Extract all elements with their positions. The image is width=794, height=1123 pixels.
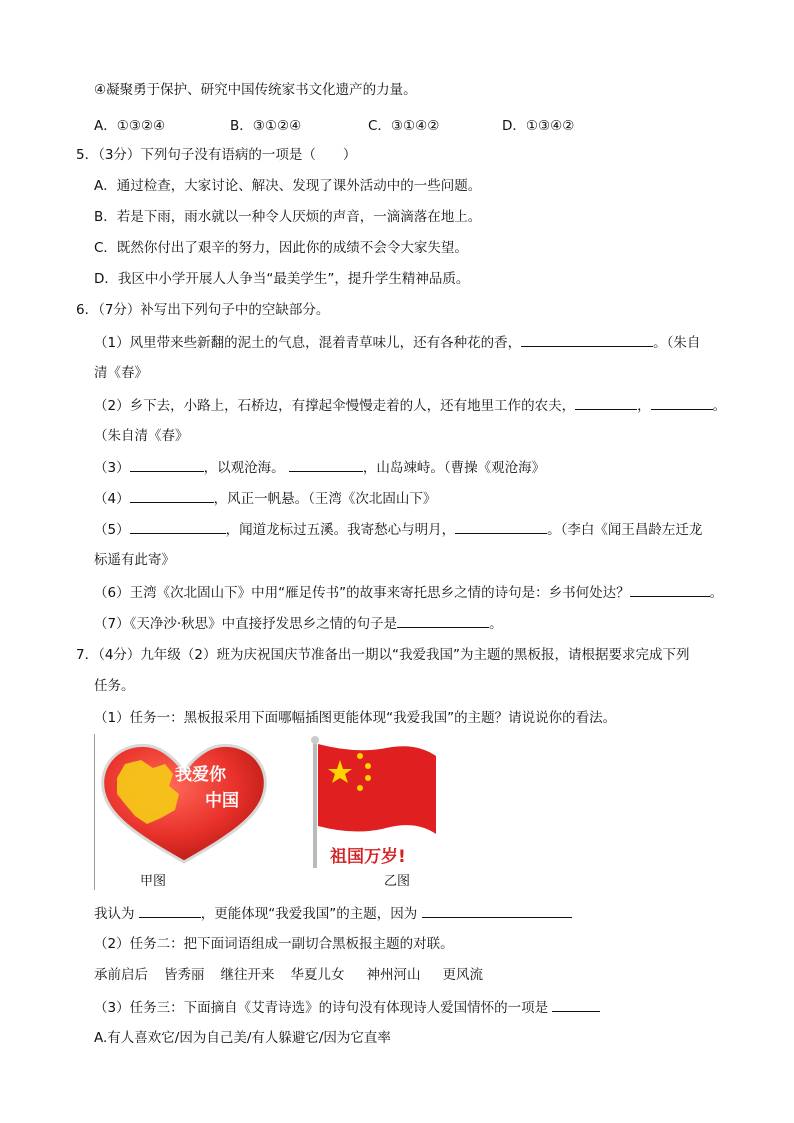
q7-task1: （1）任务一：黑板报采用下面哪幅插图更能体现“我爱我国”的主题？请说说你的看法。 [94,710,617,726]
q4-option-c: C．③①④② [368,118,440,134]
answer-blank[interactable] [455,519,547,534]
answer-blank[interactable] [130,488,214,503]
red-flag-icon [306,734,446,870]
flag-text: 祖国万岁! [330,847,406,867]
word-item: 承前启后 [94,967,148,983]
answer-blank[interactable] [575,395,637,410]
answer-blank[interactable] [289,457,363,472]
word-item: 华夏儿女 [290,967,345,983]
q7-stem: 7．（4分）九年级（2）班为庆祝国庆节准备出一期以“我爱我国”为主题的黑板报，请根据要求完成下列 [76,647,690,663]
q7-stem-cont: 任务。 [94,678,135,694]
q4-option-d: D．①③④② [502,118,575,134]
image-heart [94,734,273,890]
answer-blank[interactable] [630,582,710,597]
heart-china-map-icon [95,734,273,890]
word-item: 继往开来 [220,967,275,983]
q5-stem: 5．（3分）下列句子没有语病的一项是（ ） [76,147,357,163]
heart-text-2: 中国 [205,791,239,811]
q6-sentence-5-cont: 标遥有此寄》 [94,552,175,568]
answer-blank[interactable] [521,332,653,347]
heart-text-1: 我爱你 [175,765,226,785]
q6-sentence-1: （1）风里带来些新翻的泥土的气息，混着青草味儿，还有各种花的香， 。（朱自 [94,332,700,353]
q4-item4: ④凝聚勇于保护、研究中国传统家书文化遗产的力量。 [94,82,417,98]
q6-sentence-2-cont: （朱自清《春》 [94,428,189,444]
answer-blank[interactable] [552,997,600,1012]
q7-words [94,965,483,985]
q7-option-a: A.有人喜欢它/因为自己美/有人躲避它/因为它直率 [94,1030,391,1046]
q4-option-b: B．③①②④ [230,118,302,134]
q6-sentence-7: （7）《天净沙·秋思》中直接抒发思乡之情的句子是 。 [94,613,503,634]
answer-blank[interactable] [139,903,201,918]
q4-option-a: A．①③②④ [94,118,166,134]
answer-blank[interactable] [651,395,713,410]
caption-a: 甲图 [140,874,167,889]
image-flag [306,734,446,870]
q5-option-a: A．通过检查，大家讨论、解决、发现了课外活动中的一些问题。 [94,178,482,194]
q6-sentence-2: （2）乡下去，小路上，石桥边，有撑起伞慢慢走着的人，还有地里工作的农夫， ， 。 [94,395,726,416]
q5-option-b: B．若是下雨，雨水就以一种令人厌烦的声音，一滴滴落在地上。 [94,209,482,225]
q6-stem: 6．（7分）补写出下列句子中的空缺部分。 [76,302,330,318]
word-item: 更风流 [442,967,483,983]
answer-blank[interactable] [422,903,572,918]
q7-answer-line: 我认为 ，更能体现“我爱我国”的主题，因为 [94,903,572,924]
caption-b: 乙图 [384,874,411,889]
q5-option-c: C．既然你付出了艰辛的努力，因此你的成绩不会令大家失望。 [94,240,468,256]
q7-task2: （2）任务二：把下面词语组成一副切合黑板报主题的对联。 [94,936,454,952]
q6-sentence-4: （4） ，风正一帆悬。（王湾《次北固山下》 [94,488,436,509]
q6-sentence-6: （6）王湾《次北固山下》中用“雁足传书”的故事来寄托思乡之情的诗句是：乡书何处达？ 。 [94,582,723,603]
q6-sentence-5: （5） ，闻道龙标过五溪。我寄愁心与明月， 。（李白《闻王昌龄左迁龙 [94,519,702,540]
answer-blank[interactable] [397,613,489,628]
q7-task3: （3）任务三：下面摘自《艾青诗选》的诗句没有体现诗人爱国情怀的一项是 [94,997,600,1018]
q5-option-d: D．我区中小学开展人人争当“最美学生”，提升学生精神品质。 [94,271,470,287]
word-item: 皆秀丽 [164,967,205,983]
answer-blank[interactable] [130,457,204,472]
q6-sentence-1-cont: 清《春》 [94,365,148,381]
word-item: 神州河山 [366,967,421,983]
answer-blank[interactable] [130,519,226,534]
q6-sentence-3: （3） ，以观沧海。 ，山岛竦峙。（曹操《观沧海》 [94,457,545,478]
